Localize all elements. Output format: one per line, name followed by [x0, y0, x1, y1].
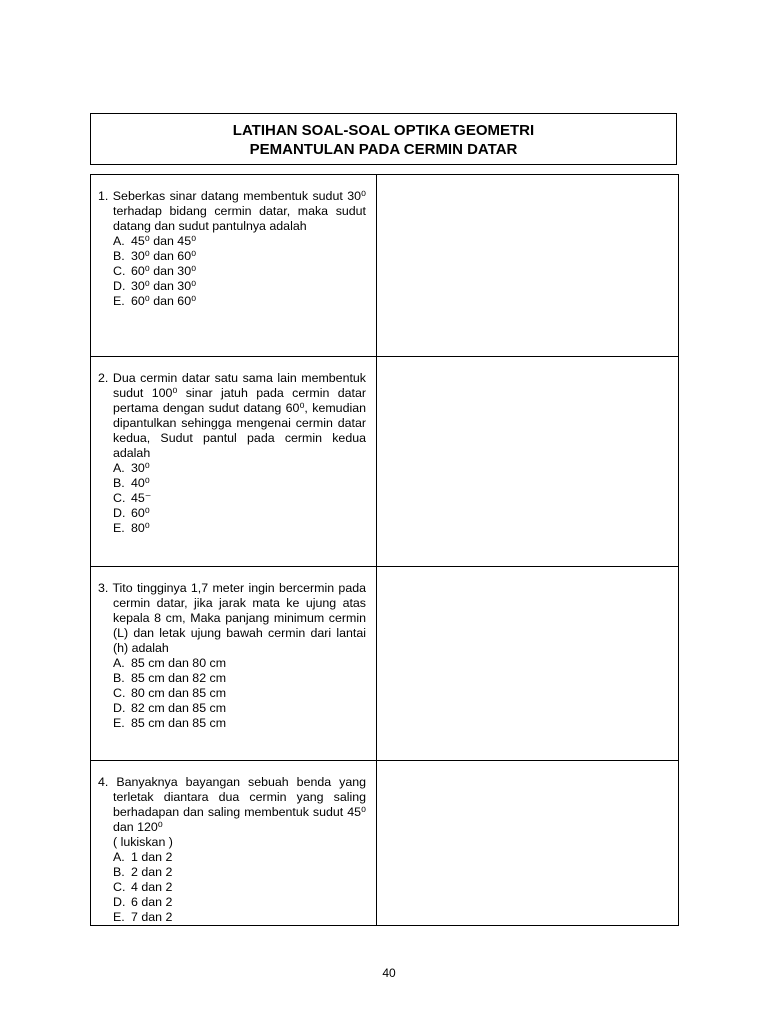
options-list-1 — [98, 234, 366, 309]
option-1d — [113, 279, 366, 294]
option-text: 45⁰ dan 45⁰ — [131, 234, 197, 248]
question-cell-4 — [98, 775, 366, 925]
question-cell-1 — [98, 189, 366, 309]
question-text-3: 3. Tito tingginya 1,7 meter ingin bercermin pada cermin datar, jika jarak mata ke ujung atas kepala 8 cm, Maka panjang minimum cermin (L) dan letak ujung bawah cermin dari lantai (h) adalah — [98, 581, 366, 655]
option-text: 80 cm dan 85 cm — [131, 686, 227, 700]
option-2c — [113, 491, 366, 506]
option-3d — [113, 701, 366, 716]
option-letter: E. — [113, 294, 125, 308]
title-line-2: PEMANTULAN PADA CERMIN DATAR — [249, 141, 518, 158]
option-letter: B. — [113, 249, 125, 263]
option-1b — [113, 249, 366, 264]
question-row-3 — [91, 566, 678, 760]
option-4a — [113, 850, 366, 865]
option-letter: C. — [113, 264, 126, 278]
option-letter: A. — [113, 461, 125, 475]
option-4d — [113, 895, 366, 910]
option-text: 85 cm dan 80 cm — [131, 656, 227, 670]
option-3e — [113, 716, 366, 731]
option-letter: D. — [113, 701, 126, 715]
option-text: 6 dan 2 — [131, 895, 173, 909]
answer-cell-2 — [377, 357, 678, 566]
option-letter: D. — [113, 895, 126, 909]
option-letter: C. — [113, 491, 126, 505]
option-letter: E. — [113, 521, 125, 535]
option-1e — [113, 294, 366, 309]
option-text: 85 cm dan 85 cm — [131, 716, 227, 730]
question-note — [113, 835, 366, 850]
option-letter: B. — [113, 865, 125, 879]
option-letter: A. — [113, 234, 125, 248]
option-1c — [113, 264, 366, 279]
option-text: 1 dan 2 — [131, 850, 173, 864]
option-letter: D. — [113, 506, 126, 520]
question-cell-2 — [98, 371, 366, 536]
question-row-1 — [91, 175, 678, 356]
option-text: 30⁰ dan 30⁰ — [131, 279, 197, 293]
question-text-2: 2. Dua cermin datar satu sama lain membentuk sudut 100⁰ sinar jatuh pada cermin datar pertama dengan sudut datang 60⁰, kemudian dipantulkan sehingga mengenai cermin datar kedua, Sudut pantul pada cermin kedua adalah — [98, 371, 366, 460]
option-letter: B. — [113, 671, 125, 685]
option-letter: A. — [113, 850, 125, 864]
option-4e — [113, 910, 366, 925]
option-letter: B. — [113, 476, 125, 490]
option-2e — [113, 521, 366, 536]
answer-cell-3 — [377, 567, 678, 760]
option-text: 45⁻ — [131, 491, 152, 505]
option-text: 60⁰ dan 30⁰ — [131, 264, 197, 278]
question-text-1: 1. Seberkas sinar datang membentuk sudut 30⁰ terhadap bidang cermin datar, maka sudut datang dan sudut pantulnya adalah — [98, 189, 366, 233]
option-letter: D. — [113, 279, 126, 293]
option-3c — [113, 686, 366, 701]
answer-cell-1 — [377, 175, 678, 356]
option-3b — [113, 671, 366, 686]
question-row-2 — [91, 356, 678, 566]
question-text-4: 4. Banyaknya bayangan sebuah benda yang terletak diantara dua cermin yang saling berhadapan dan saling membentuk sudut 45⁰ dan 120⁰ — [98, 775, 366, 834]
option-text: 2 dan 2 — [131, 865, 173, 879]
option-3a — [113, 656, 366, 671]
option-text: 4 dan 2 — [131, 880, 173, 894]
option-2a — [113, 461, 366, 476]
option-text: 60⁰ dan 60⁰ — [131, 294, 197, 308]
title-box — [90, 113, 677, 165]
option-1a — [113, 234, 366, 249]
option-text: 60⁰ — [131, 506, 150, 520]
question-cell-3 — [98, 581, 366, 731]
option-text: 85 cm dan 82 cm — [131, 671, 227, 685]
option-text: 40⁰ — [131, 476, 150, 490]
option-text: 82 cm dan 85 cm — [131, 701, 227, 715]
option-letter: C. — [113, 880, 126, 894]
option-text: 80⁰ — [131, 521, 150, 535]
option-letter: E. — [113, 716, 125, 730]
page-number: 40 — [382, 966, 396, 980]
answer-cell-4 — [377, 761, 678, 925]
option-letter: C. — [113, 686, 126, 700]
option-2b — [113, 476, 366, 491]
option-4b — [113, 865, 366, 880]
option-text: 30⁰ — [131, 461, 150, 475]
option-letter: E. — [113, 910, 125, 924]
questions-table — [90, 174, 679, 926]
option-2d — [113, 506, 366, 521]
options-list-2 — [98, 461, 366, 536]
title-line-1: LATIHAN SOAL-SOAL OPTIKA GEOMETRI — [232, 122, 535, 139]
option-text: 7 dan 2 — [131, 910, 173, 924]
option-text: 30⁰ dan 60⁰ — [131, 249, 197, 263]
question-row-4 — [91, 760, 678, 925]
option-4c — [113, 880, 366, 895]
options-list-3 — [98, 656, 366, 731]
note-text: ( lukiskan ) — [113, 835, 173, 849]
options-list-4 — [98, 835, 366, 925]
option-letter: A. — [113, 656, 125, 670]
